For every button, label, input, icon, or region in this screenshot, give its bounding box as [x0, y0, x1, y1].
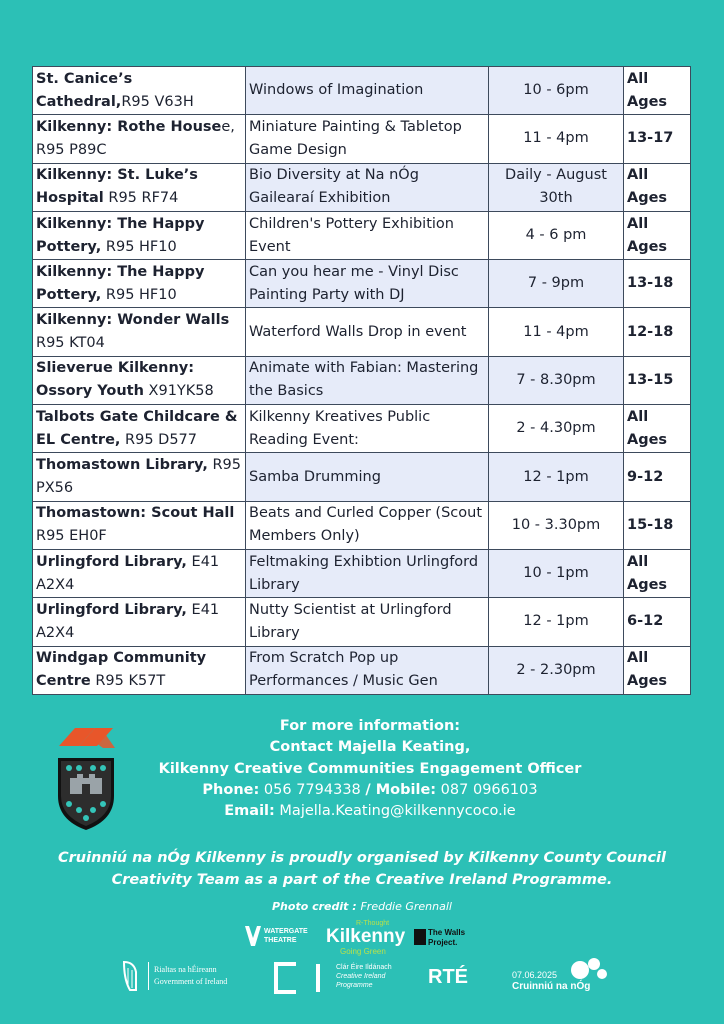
walls-project-mark-icon — [414, 929, 426, 945]
event-cell: Animate with Fabian: Mastering the Basics — [246, 356, 489, 404]
ages-cell: All Ages — [624, 549, 691, 597]
events-table-wrapper — [32, 66, 687, 695]
venue-name: Thomastown Library, — [36, 457, 208, 474]
venue-eircode: E41 A2X4 — [36, 601, 220, 641]
cruinniu-date: 07.06.2025 — [512, 970, 558, 980]
venue-cell — [33, 501, 246, 549]
event-cell: Kilkenny Kreatives Public Reading Event: — [246, 405, 489, 453]
venue-cell — [33, 598, 246, 646]
walls-project-sub: Project. — [428, 938, 458, 947]
event-cell: Feltmaking Exhibtion Urlingford Library — [246, 549, 489, 597]
walls-project-logo — [414, 926, 470, 950]
event-cell: Children's Pottery Exhibition Event — [246, 211, 489, 259]
ages-cell: All Ages — [624, 405, 691, 453]
creative-ireland-mark-icon — [272, 962, 328, 994]
creative-ireland-english: Creative Ireland — [336, 973, 386, 980]
time-cell: 10 - 6pm — [489, 67, 624, 115]
venue-eircode: R95 HF10 — [101, 238, 177, 255]
contact-info — [130, 716, 610, 822]
ages-cell: 13-17 — [624, 115, 691, 163]
table-row — [33, 163, 691, 211]
venue-name: St. Canice’s Cathedral, — [36, 70, 133, 110]
venue-cell — [33, 260, 246, 308]
venue-cell — [33, 163, 246, 211]
table-row — [33, 453, 691, 501]
email-label: Email: — [224, 803, 275, 820]
government-divider — [148, 962, 149, 990]
government-irish: Rialtas na hÉireann — [154, 965, 217, 974]
contact-role: Kilkenny Creative Communities Engagement Officer — [158, 760, 582, 777]
creative-ireland-irish: Clár Éire Ildánach — [336, 964, 392, 971]
ages-cell: All Ages — [624, 211, 691, 259]
time-cell: 10 - 1pm — [489, 549, 624, 597]
venue-cell — [33, 549, 246, 597]
phone-number[interactable]: 056 7794338 — [259, 781, 366, 798]
time-cell: 11 - 4pm — [489, 308, 624, 356]
venue-cell — [33, 211, 246, 259]
watergate-logo — [245, 924, 308, 950]
venue-eircode: X91YK58 — [143, 383, 214, 400]
venue-eircode: R95 KT04 — [36, 335, 105, 352]
watergate-w-icon — [245, 926, 261, 946]
venue-cell — [33, 67, 246, 115]
table-row — [33, 598, 691, 646]
ages-cell: All Ages — [624, 646, 691, 694]
table-row — [33, 646, 691, 694]
ages-cell: 6-12 — [624, 598, 691, 646]
venue-name: Urlingford Library, — [36, 553, 187, 570]
contact-name: Contact Majella Keating, — [269, 739, 471, 756]
government-english: Government of Ireland — [154, 977, 228, 986]
government-of-ireland-logo — [120, 960, 250, 994]
phone-line — [130, 780, 610, 801]
venue-eircode: R95 RF74 — [103, 190, 179, 207]
event-cell: Beats and Curled Copper (Scout Members Only) — [246, 501, 489, 549]
venue-cell — [33, 646, 246, 694]
event-cell: Can you hear me - Vinyl Disc Painting Party with DJ — [246, 260, 489, 308]
creative-ireland-logo — [272, 960, 402, 996]
ages-cell: 15-18 — [624, 501, 691, 549]
ages-cell: All Ages — [624, 163, 691, 211]
email-address[interactable]: Majella.Keating@kilkennycoco.ie — [274, 803, 516, 820]
rte-logo: RTÉ — [428, 966, 468, 988]
venue-name: Talbots Gate Childcare & EL Centre, — [36, 408, 238, 448]
time-cell: 12 - 1pm — [489, 598, 624, 646]
table-row — [33, 211, 691, 259]
venue-eircode: R95 PX56 — [36, 457, 242, 497]
photo-credit-label: Photo credit : — [272, 900, 361, 913]
event-cell: Windows of Imagination — [246, 67, 489, 115]
creative-ireland-programme: Programme — [336, 982, 373, 989]
mobile-number[interactable]: 087 0966103 — [436, 781, 538, 798]
table-row — [33, 356, 691, 404]
venue-name: Thomastown: Scout Hall — [36, 505, 235, 522]
venue-eircode: R95 D577 — [120, 431, 198, 448]
time-cell: Daily - August 30th — [489, 163, 624, 211]
venue-eircode: R95 K57T — [90, 673, 166, 690]
kilkenny-going-green-logo — [326, 920, 406, 956]
table-row — [33, 405, 691, 453]
cruinniu-name: Cruinniú na nÓg — [512, 981, 591, 992]
walls-project-name: The Walls — [428, 928, 466, 937]
venue-name: Kilkenny: The Happy Pottery, — [36, 215, 205, 255]
kilkenny-logo-name: Kilkenny — [326, 926, 406, 947]
ages-cell: 13-15 — [624, 356, 691, 404]
kilkenny-logo-top: R-Thought — [356, 920, 390, 927]
email-line — [130, 801, 610, 822]
mobile-label: / Mobile: — [365, 781, 437, 798]
ages-cell: 9-12 — [624, 453, 691, 501]
venue-name: Kilkenny: The Happy Pottery, — [36, 263, 205, 303]
time-cell: 12 - 1pm — [489, 453, 624, 501]
time-cell: 10 - 3.30pm — [489, 501, 624, 549]
venue-cell — [33, 356, 246, 404]
harp-icon — [120, 960, 140, 992]
event-cell: From Scratch Pop up Performances / Music Gen — [246, 646, 489, 694]
venue-cell — [33, 453, 246, 501]
venue-name: Kilkenny: Rothe House — [36, 118, 222, 135]
cruinniu-na-nog-logo — [508, 956, 618, 996]
watergate-name: WATERGATE — [264, 928, 308, 935]
ages-cell: All Ages — [624, 67, 691, 115]
venue-eircode: R95 EH0F — [36, 528, 107, 545]
event-cell: Miniature Painting & Tabletop Game Design — [246, 115, 489, 163]
photo-credit — [200, 900, 524, 913]
event-cell: Nutty Scientist at Urlingford Library — [246, 598, 489, 646]
table-row — [33, 115, 691, 163]
venue-eircode: e, R95 P89C — [36, 118, 235, 158]
ages-cell: 13-18 — [624, 260, 691, 308]
time-cell: 2 - 2.30pm — [489, 646, 624, 694]
time-cell: 7 - 9pm — [489, 260, 624, 308]
time-cell: 2 - 4.30pm — [489, 405, 624, 453]
venue-cell — [33, 308, 246, 356]
venue-name: Windgap Community Centre — [36, 650, 207, 690]
table-row — [33, 260, 691, 308]
kilkenny-logo-sub: Going Green — [340, 947, 386, 956]
venue-name: Slieverue Kilkenny: Ossory Youth — [36, 360, 195, 400]
venue-cell — [33, 115, 246, 163]
venue-name: Kilkenny: Wonder Walls — [36, 312, 230, 329]
venue-name: Kilkenny: St. Luke’s Hospital — [36, 167, 198, 207]
kilkenny-council-crest-icon — [55, 726, 117, 832]
venue-eircode: R95 HF10 — [101, 286, 177, 303]
time-cell: 4 - 6 pm — [489, 211, 624, 259]
event-cell: Bio Diversity at Na nÓg Gailearaí Exhibition — [246, 163, 489, 211]
venue-name: Urlingford Library, — [36, 601, 187, 618]
venue-eircode: R95 V63H — [121, 93, 194, 110]
ages-cell: 12-18 — [624, 308, 691, 356]
time-cell: 11 - 4pm — [489, 115, 624, 163]
table-row — [33, 501, 691, 549]
phone-label: Phone: — [202, 781, 260, 798]
photo-credit-name: Freddie Grennall — [360, 900, 452, 913]
table-row — [33, 308, 691, 356]
venue-eircode: E41 A2X4 — [36, 553, 220, 593]
time-cell: 7 - 8.30pm — [489, 356, 624, 404]
info-heading: For more information: — [279, 718, 461, 734]
organised-statement: Cruinniú na nÓg Kilkenny is proudly organised by Kilkenny County Council Creativity Team as a part of the Creative Ireland Programme. — [58, 850, 666, 888]
event-cell: Samba Drumming — [246, 453, 489, 501]
events-table — [32, 66, 691, 695]
venue-cell — [33, 405, 246, 453]
table-row — [33, 549, 691, 597]
table-row — [33, 67, 691, 115]
watergate-theatre: THEATRE — [264, 937, 297, 944]
cruinniu-bubbles-icon — [568, 956, 608, 982]
event-cell: Waterford Walls Drop in event — [246, 308, 489, 356]
